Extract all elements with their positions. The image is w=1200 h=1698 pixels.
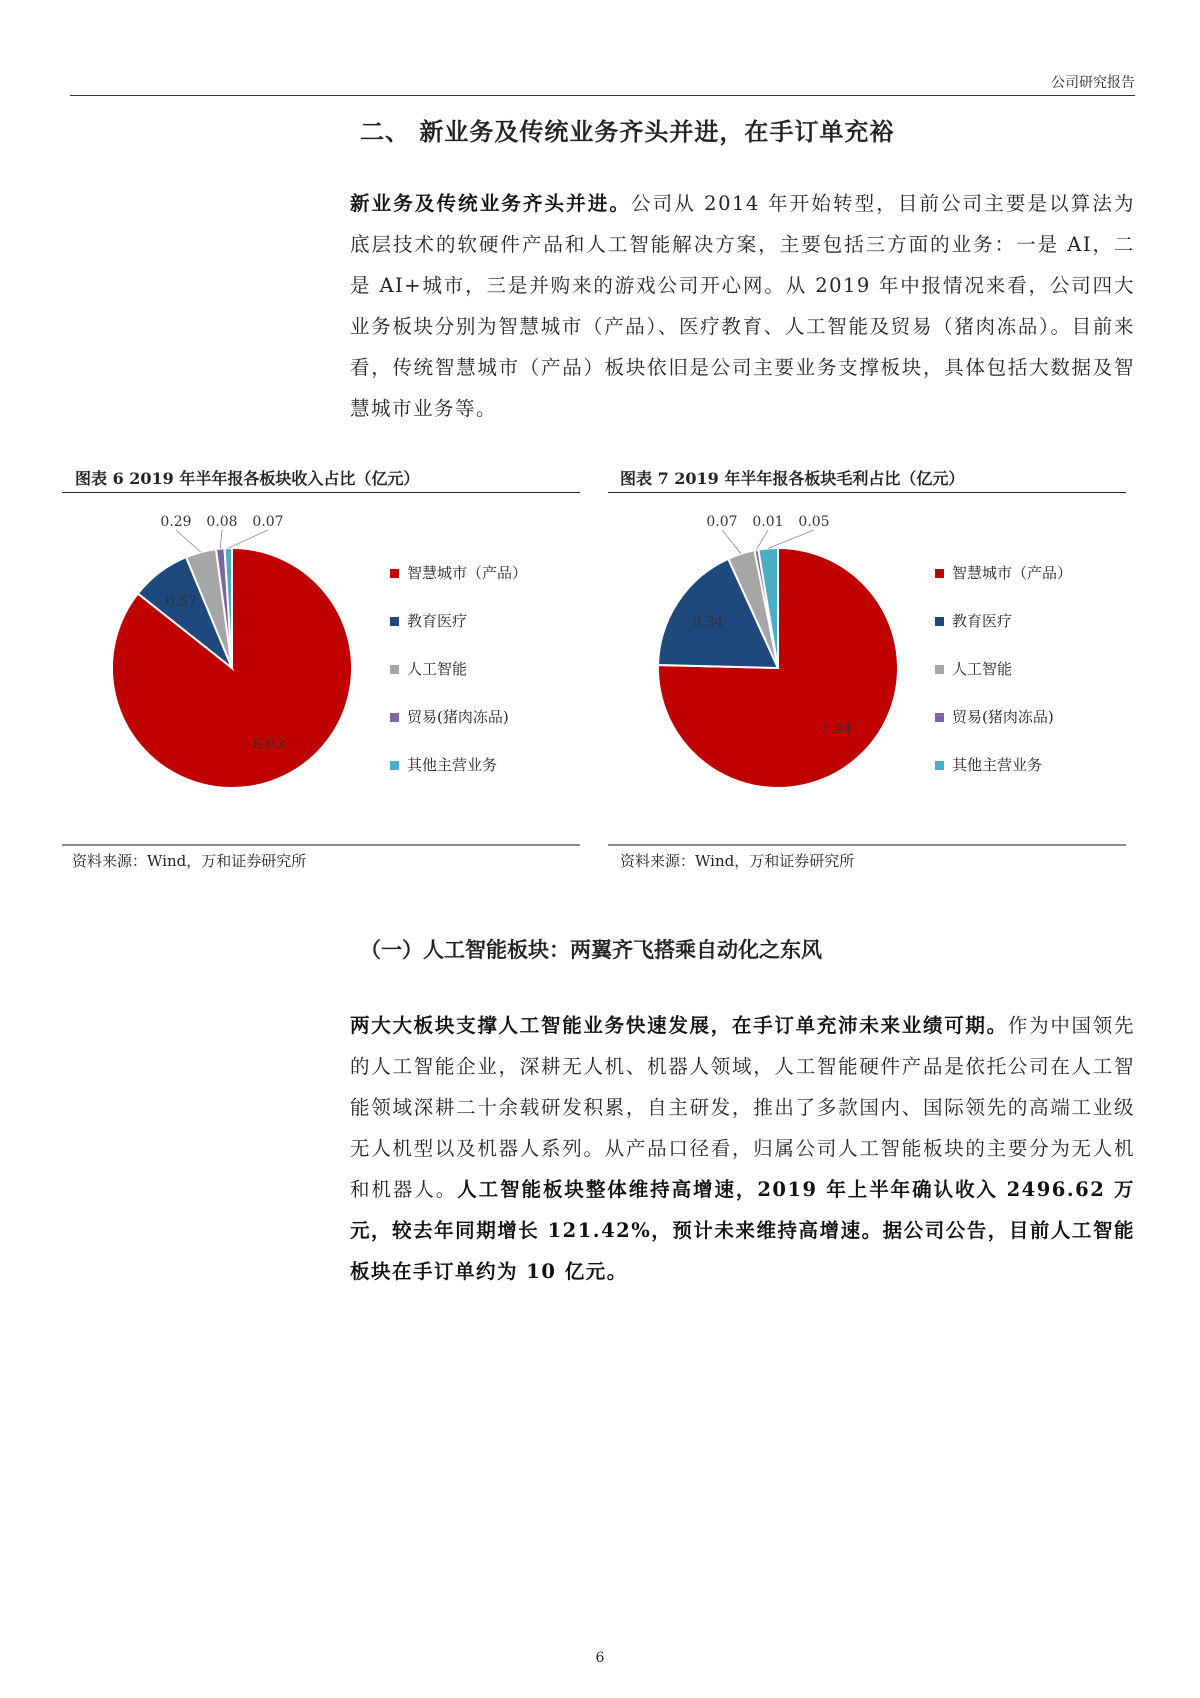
- header-label: 公司研究报告: [1051, 75, 1135, 91]
- pie-data-label: 0.07: [252, 514, 284, 530]
- pie-leader-line: [768, 530, 814, 548]
- pie-leader-line: [176, 530, 201, 552]
- chart6-title-rule: [62, 492, 580, 493]
- legend-item: [390, 754, 497, 775]
- para1-lead: 新业务及传统业务齐头并进。: [350, 192, 632, 215]
- legend-label: 其他主营业务: [952, 756, 1043, 774]
- para2-body: 作为中国领先的人工智能企业，深耕无人机、机器人领域，人工智能硬件产品是依托公司在人工智能领域深耕二十余载研发积累，自主研发，推出了多款国内、国际领先的高端工业级无人机型以及机器人系列。从产品口径看，归属公司人工智能板块的主要分为无人机和机器人。: [350, 1014, 1135, 1201]
- legend-item: [390, 658, 467, 679]
- header-divider: [70, 95, 1135, 96]
- legend-item: [935, 562, 1072, 583]
- chart6-pie: [62, 500, 580, 840]
- pie-data-label: 1.44: [821, 721, 853, 738]
- para2-highlight: 人工智能板块整体维持高增速，2019 年上半年确认收入 2496.62 万元，较去年同期增长 121.42%，预计未来维持高增速。据公司公告，目前人工智能板块在手订单约为 10 亿元。: [350, 1178, 1135, 1283]
- chart7-pie: [608, 500, 1126, 840]
- pie-leader-line: [756, 530, 768, 550]
- legend-swatch: [390, 569, 399, 578]
- legend-item: [935, 658, 1012, 679]
- pie-data-label: 0.07: [706, 514, 738, 530]
- pie-data-label: 0.08: [206, 514, 238, 530]
- legend-swatch: [390, 665, 399, 674]
- legend-label: 人工智能: [407, 660, 468, 678]
- legend-label: 人工智能: [952, 660, 1013, 678]
- pie-data-label: 0.01: [752, 514, 784, 530]
- legend-label: 教育医疗: [952, 612, 1013, 630]
- chart7-source: 资料来源：Wind，万和证券研究所: [620, 852, 855, 870]
- legend-swatch: [935, 617, 944, 626]
- chart6-source-rule: [62, 844, 580, 846]
- chart7-title: 图表 7 2019 年半年报各板块毛利占比（亿元）: [620, 469, 965, 488]
- legend-item: [390, 562, 527, 583]
- legend-item: [390, 706, 509, 727]
- legend-item: [935, 754, 1042, 775]
- pie-leader-line: [722, 530, 741, 554]
- paragraph-2: [350, 1005, 1135, 1292]
- page-number: 6: [595, 1650, 605, 1666]
- pie-data-label: 6.03: [253, 736, 285, 753]
- legend-item: [390, 610, 467, 631]
- pie-data-label: 0.34: [692, 614, 724, 631]
- chart6-source: 资料来源：Wind，万和证券研究所: [72, 852, 307, 870]
- legend-label: 贸易(猪肉冻品): [952, 708, 1054, 726]
- legend-item: [935, 610, 1012, 631]
- legend-label: 其他主营业务: [407, 756, 498, 774]
- pie-leader-line: [220, 530, 222, 549]
- subsection-title: （一）人工智能板块：两翼齐飞搭乘自动化之东风: [360, 937, 822, 962]
- legend-swatch: [935, 713, 944, 722]
- pie-data-label: 0.29: [160, 514, 192, 530]
- legend-item: [935, 706, 1054, 727]
- legend-swatch: [935, 761, 944, 770]
- section-title: 二、 新业务及传统业务齐头并进，在手订单充裕: [360, 117, 895, 146]
- legend-label: 教育医疗: [407, 612, 468, 630]
- legend-swatch: [390, 713, 399, 722]
- chart6-title: 图表 6 2019 年半年报各板块收入占比（亿元）: [75, 469, 420, 488]
- pie-leader-line: [228, 530, 268, 548]
- chart7-title-rule: [608, 492, 1126, 493]
- pie-data-label: 0.05: [798, 514, 830, 530]
- legend-label: 贸易(猪肉冻品): [407, 708, 509, 726]
- para2-lead: 两大大板块支撑人工智能业务快速发展，在手订单充沛未来业绩可期。: [350, 1014, 1008, 1037]
- legend-swatch: [935, 665, 944, 674]
- legend-label: 智慧城市（产品）: [407, 564, 528, 582]
- legend-swatch: [390, 617, 399, 626]
- para1-body: 公司从 2014 年开始转型，目前公司主要是以算法为底层技术的软硬件产品和人工智能解决方案，主要包括三方面的业务：一是 AI，二是 AI+城市，三是并购来的游戏公司开心网。从 2019 年中报情况来看，公司四大业务板块分别为智慧城市（产品）、医疗教育、人工智能及贸易（猪肉冻品）。目前来看，传统智慧城市（产品）板块依旧是公司主要业务支撑板块，具体包括大数据及智慧城市业务等。: [350, 192, 1135, 420]
- legend-swatch: [935, 569, 944, 578]
- paragraph-1: [350, 183, 1135, 429]
- legend-swatch: [390, 761, 399, 770]
- chart7-source-rule: [608, 844, 1126, 846]
- legend-label: 智慧城市（产品）: [952, 564, 1073, 582]
- pie-data-label: 0.57: [165, 593, 197, 610]
